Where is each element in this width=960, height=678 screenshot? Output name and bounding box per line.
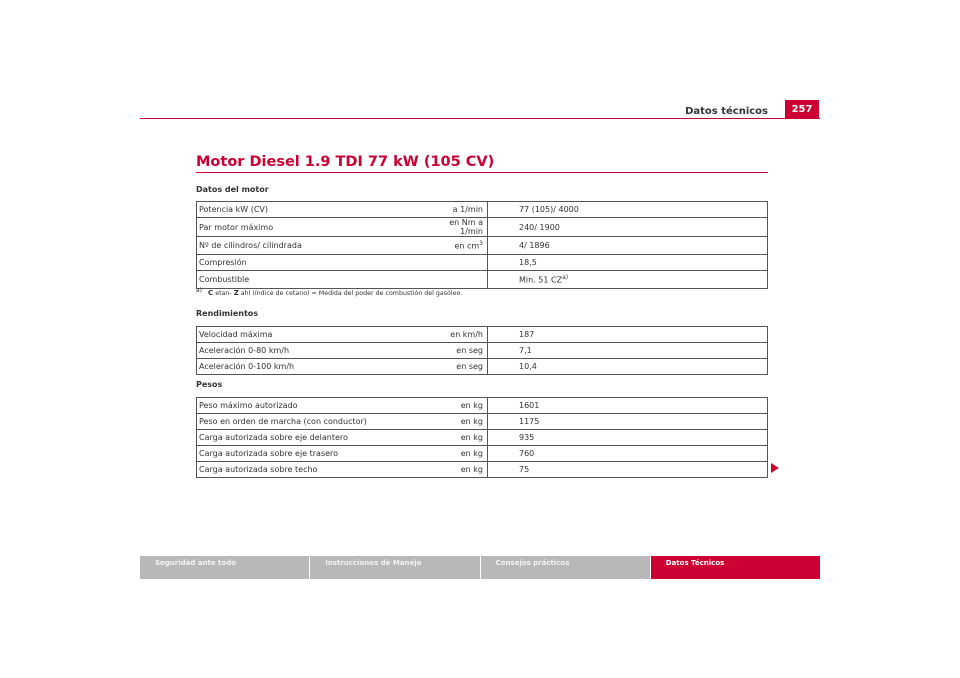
value-text: Min. 51 CZ bbox=[519, 275, 563, 285]
table-row bbox=[197, 218, 768, 237]
row-unit: en seg bbox=[428, 343, 488, 359]
table-row bbox=[197, 343, 768, 359]
footer-nav bbox=[140, 556, 820, 579]
footnote-c-rest: etan- bbox=[215, 290, 232, 298]
row-label: Carga autorizada sobre eje trasero bbox=[197, 446, 429, 462]
row-label: Aceleración 0-100 km/h bbox=[197, 359, 429, 375]
row-unit: en seg bbox=[428, 359, 488, 375]
table-row bbox=[197, 202, 768, 218]
table-row bbox=[197, 414, 768, 430]
row-value: 7,1 bbox=[488, 343, 768, 359]
table-row bbox=[197, 446, 768, 462]
row-label: Aceleración 0-80 km/h bbox=[197, 343, 429, 359]
row-value: 75 bbox=[488, 462, 768, 478]
footnote-ref: a) bbox=[562, 274, 569, 282]
footnote-c: C bbox=[208, 289, 214, 298]
table-row bbox=[197, 430, 768, 446]
row-label: Combustible bbox=[197, 271, 429, 289]
footnote-z: Z bbox=[233, 289, 239, 298]
table-row bbox=[197, 237, 768, 255]
table-row bbox=[197, 255, 768, 271]
row-value: 4/ 1896 bbox=[488, 237, 768, 255]
tab-datos-tecnicos[interactable]: Datos Técnicos bbox=[650, 556, 820, 579]
pesos-table bbox=[196, 397, 768, 478]
row-unit: en kg bbox=[428, 398, 488, 414]
table-row bbox=[197, 271, 768, 289]
tab-consejos[interactable]: Consejos prácticos bbox=[480, 556, 650, 579]
table-row bbox=[197, 327, 768, 343]
row-unit bbox=[428, 237, 488, 255]
row-unit: en kg bbox=[428, 462, 488, 478]
row-value: 77 (105)/ 4000 bbox=[488, 202, 768, 218]
row-unit: en km/h bbox=[428, 327, 488, 343]
row-unit bbox=[428, 255, 488, 271]
section-divider bbox=[196, 172, 768, 173]
table-row bbox=[197, 462, 768, 478]
row-unit: en kg bbox=[428, 414, 488, 430]
header-divider bbox=[140, 118, 820, 119]
pesos-heading: Pesos bbox=[196, 380, 223, 389]
row-label: Potencia kW (CV) bbox=[197, 202, 429, 218]
row-value: 935 bbox=[488, 430, 768, 446]
table-row bbox=[197, 398, 768, 414]
row-label: Compresión bbox=[197, 255, 429, 271]
rendimientos-heading: Rendimientos bbox=[196, 309, 259, 318]
table-row bbox=[197, 359, 768, 375]
row-label: Carga autorizada sobre eje delantero bbox=[197, 430, 429, 446]
footnote-text: ahl (índice de cetano) = Medida del poder de combustión del gasóleo. bbox=[240, 290, 463, 298]
row-value bbox=[488, 271, 768, 289]
footnote bbox=[196, 287, 462, 297]
motor-heading: Datos del motor bbox=[196, 185, 269, 194]
row-label: Nº de cilindros/ cilindrada bbox=[197, 237, 429, 255]
next-page-arrow-icon[interactable] bbox=[771, 463, 779, 473]
footnote-mark: a) bbox=[196, 287, 203, 294]
row-label: Par motor máximo bbox=[197, 218, 429, 237]
row-value: 10,4 bbox=[488, 359, 768, 375]
row-value: 18,5 bbox=[488, 255, 768, 271]
row-label: Velocidad máxima bbox=[197, 327, 429, 343]
header-title: Datos técnicos bbox=[685, 106, 768, 117]
row-label: Peso en orden de marcha (con conductor) bbox=[197, 414, 429, 430]
row-value: 187 bbox=[488, 327, 768, 343]
motor-table bbox=[196, 201, 768, 289]
row-unit: en kg bbox=[428, 446, 488, 462]
page-number: 257 bbox=[785, 100, 819, 119]
row-unit: en kg bbox=[428, 430, 488, 446]
section-title: Motor Diesel 1.9 TDI 77 kW (105 CV) bbox=[196, 154, 495, 170]
row-value: 1175 bbox=[488, 414, 768, 430]
row-value: 240/ 1900 bbox=[488, 218, 768, 237]
row-value: 760 bbox=[488, 446, 768, 462]
rendimientos-table bbox=[196, 326, 768, 375]
row-unit: en Nm a 1/min bbox=[428, 218, 488, 237]
unit-text: en cm bbox=[454, 241, 480, 251]
row-value: 1601 bbox=[488, 398, 768, 414]
row-label: Peso máximo autorizado bbox=[197, 398, 429, 414]
unit-superscript: 3 bbox=[479, 240, 483, 248]
row-unit: a 1/min bbox=[428, 202, 488, 218]
tab-instrucciones[interactable]: Instrucciones de Manejo bbox=[309, 556, 479, 579]
tab-seguridad[interactable]: Seguridad ante todo bbox=[140, 556, 309, 579]
row-label: Carga autorizada sobre techo bbox=[197, 462, 429, 478]
row-unit bbox=[428, 271, 488, 289]
